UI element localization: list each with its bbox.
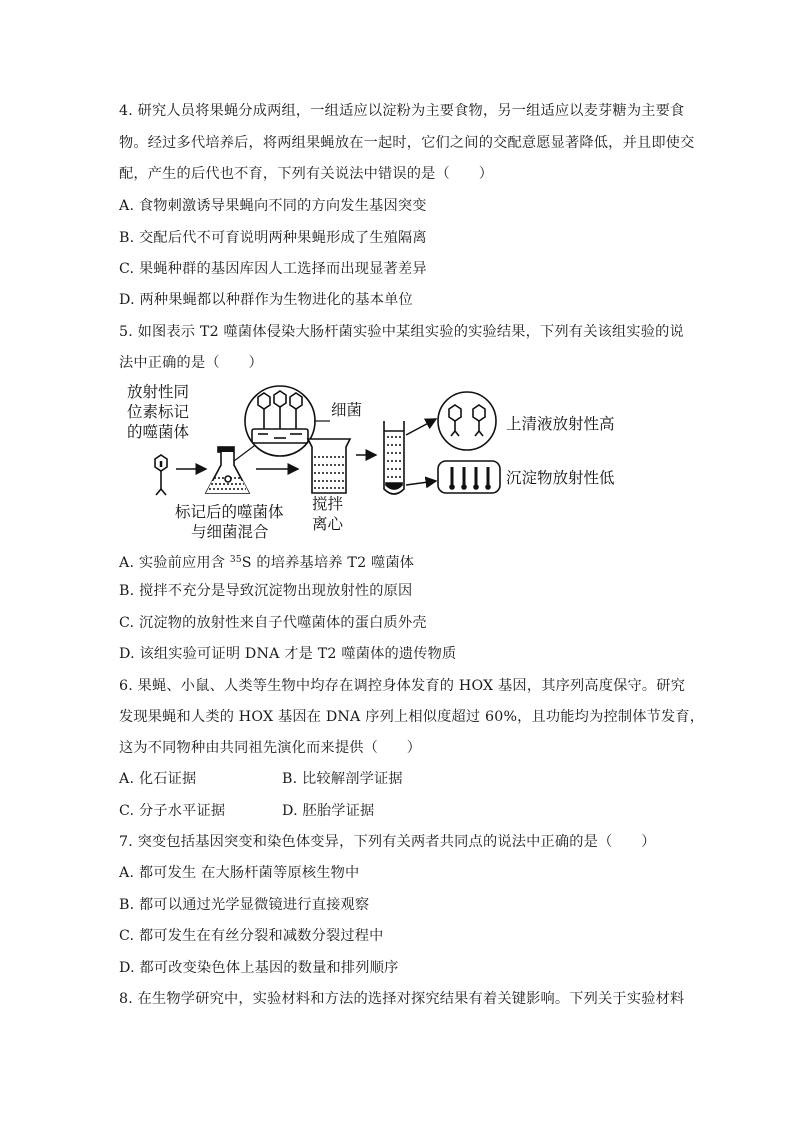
q5-option-a: A. 实验前应用含 $^{35}$S 的培养基培养 T2 噬菌体 — [119, 555, 415, 571]
q5-option-d: D. 该组实验可证明 DNA 才是 T2 噬菌体的遗传物质 — [119, 646, 457, 662]
q6-option-c: C. 分子水平证据 — [119, 803, 226, 819]
q6-stem-line-1: 6. 果蝇、小鼠、人类等生物中均存在调控身体发育的 HOX 基因，其序列高度保守。研究 — [119, 678, 686, 694]
fig-label-phage-2: 位素标记 — [127, 403, 190, 421]
fig-label-phage-3: 的噬菌体 — [127, 423, 190, 441]
q8-stem-line-1: 8. 在生物学研究中，实验材料和方法的选择对探究结果有着关键影响。下列关于实验材料 — [119, 991, 685, 1007]
q4-option-a: A. 食物刺激诱导果蝇向不同的方向发生基因突变 — [119, 198, 427, 214]
sediment-magnified-icon — [438, 461, 500, 493]
q4-option-c: C. 果蝇种群的基因库因人工选择而出现显著差异 — [119, 261, 427, 277]
beaker-icon — [308, 439, 350, 493]
q5-stem-line-1: 5. 如图表示 T2 噬菌体侵染大肠杆菌实验中某组实验的实验结果，下列有关该组实验的说 — [119, 324, 684, 340]
supernatant-magnified-icon — [438, 392, 496, 450]
fig-label-stir-1: 搅拌 — [312, 495, 344, 513]
bacteria-magnified-icon — [245, 386, 315, 456]
fig-label-bacteria: 细菌 — [331, 401, 363, 419]
q4-stem-line-3: 配，产生的后代也不育，下列有关说法中错误的是（ ） — [119, 166, 494, 182]
q7-stem-line-1: 7. 突变包括基因突变和染色体变异，下列有关两者共同点的说法中正确的是（ ） — [119, 834, 656, 850]
q4-option-d: D. 两种果蝇都以种群作为生物进化的基本单位 — [119, 292, 413, 308]
fig-label-sediment: 沉淀物放射性低 — [506, 469, 615, 487]
q4-stem-line-1: 4. 研究人员将果蝇分成两组，一组适应以淀粉为主要食物，另一组适应以麦芽糖为主要食 — [119, 103, 685, 119]
q6-option-b: B. 比较解剖学证据 — [282, 771, 403, 787]
q4-stem-line-2: 物。经过多代培养后，将两组果蝇放在一起时，它们之间的交配意愿显著降低，并且即使交 — [119, 135, 695, 151]
q6-option-d: D. 胚胎学证据 — [282, 803, 375, 819]
q6-stem-line-3: 这为不同物种由共同祖先演化而来提供（ ） — [119, 740, 422, 756]
fig-label-mix-1: 标记后的噬菌体 — [175, 503, 284, 521]
fig-label-mix-2: 与细菌混合 — [191, 523, 269, 541]
q6-option-a: A. 化石证据 — [119, 771, 197, 787]
q7-option-c: C. 都可发生在有丝分裂和减数分裂过程中 — [119, 928, 384, 944]
fig-label-stir-2: 离心 — [312, 515, 344, 533]
centrifuge-tube-icon — [384, 421, 404, 494]
q5-option-b: B. 搅拌不充分是导致沉淀物出现放射性的原因 — [119, 583, 413, 599]
q7-option-d: D. 都可改变染色体上基因的数量和排列顺序 — [119, 960, 399, 976]
q5-experiment-figure — [118, 381, 658, 541]
phage-icon — [155, 455, 167, 495]
q7-option-a: A. 都可发生 在大肠杆菌等原核生物中 — [119, 865, 360, 881]
fig-label-supernatant: 上清液放射性高 — [506, 415, 615, 433]
q6-stem-line-2: 发现果蝇和人类的 HOX 基因在 DNA 序列上相似度超过 60%，且功能均为控制体节发育， — [119, 709, 705, 725]
q5-option-c: C. 沉淀物的放射性来自子代噬菌体的蛋白质外壳 — [119, 615, 427, 631]
q4-option-b: B. 交配后代不可育说明两种果蝇形成了生殖隔离 — [119, 230, 427, 246]
q5-stem-line-2: 法中正确的是（ ） — [119, 355, 263, 371]
fig-label-phage-1: 放射性同 — [127, 383, 190, 401]
q7-option-b: B. 都可以通过光学显微镜进行直接观察 — [119, 897, 370, 913]
